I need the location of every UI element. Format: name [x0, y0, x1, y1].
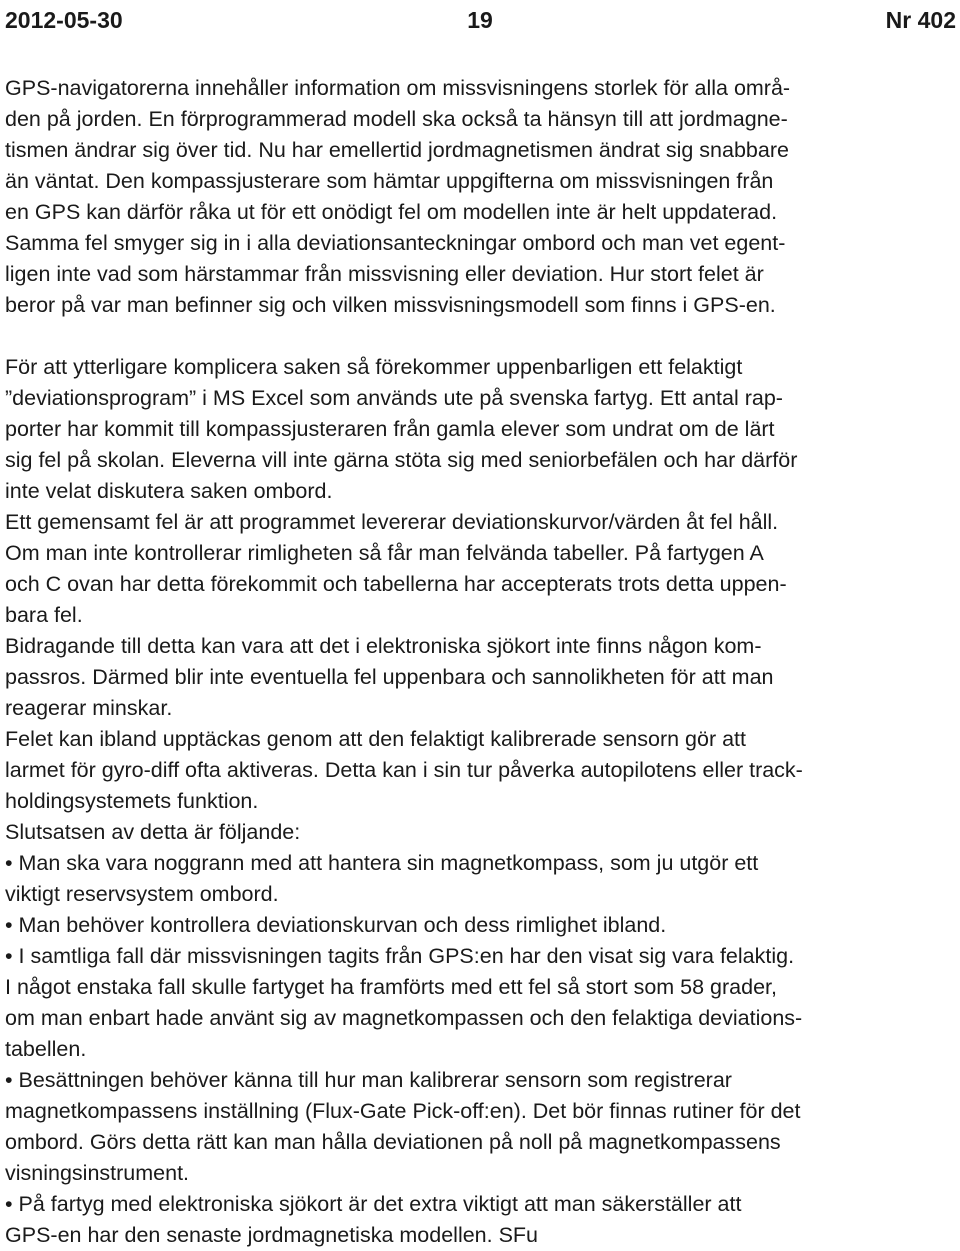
bullet-electronic-charts: • På fartyg med elektroniska sjökort är det extra viktigt att man säkerställer att GPS-en har den senaste jordmagnetiska modellen. SFu	[5, 1192, 742, 1247]
paragraph-conclusion-intro: Slutsatsen av detta är följande:	[5, 820, 301, 844]
bullet-check-deviation: • Man behöver kontrollera deviationskurvan och dess rimlighet ibland.	[5, 913, 667, 937]
paragraph-gps-navigators: GPS-navigatorerna innehåller information om missvisningens storlek för alla områ- den på jorden. En förprogrammerad modell ska också ta hänsyn till att jordmagne- tismen ändrar sig över tid. Nu har emellertid jordmagnetismen ändrat sig snabbare än väntat. Den kompassjusterare som hämtar uppgifterna om missvisningen från en GPS kan därför råka ut för ett onödigt fel om modellen inte är helt uppdaterad. Samma fel smyger sig in i alla deviationsanteckningar ombord och man vet egent- ligen inte vad som härstammar från missvisning eller deviation. Hur stort felet är beror på var man befinner sig och vilken missvisningsmodell som finns i GPS-en.	[5, 76, 791, 317]
page-header	[0, 0, 960, 40]
header-page-number: 19	[467, 7, 493, 33]
header-date: 2012-05-30	[5, 7, 123, 33]
paragraph-contributing-factor: Bidragande till detta kan vara att det i elektroniska sjökort inte finns någon kom- passros. Därmed blir inte eventuella fel uppenbara och sannolikheten för att man reagerar minskar.	[5, 634, 774, 720]
paragraph-error-detection: Felet kan ibland upptäckas genom att den felaktigt kalibrerade sensorn gör att larmet för gyro-diff ofta aktiveras. Detta kan i sin tur påverka autopilotens eller track- holdingsystemets funktion.	[5, 727, 803, 813]
bullet-gps-variation-error: • I samtliga fall där missvisningen tagits från GPS:en har den visat sig vara felaktig. I något enstaka fall skulle fartyget ha framförts med ett fel så stort som 58 grader, om man enbart hade använt sig av magnetkompassen och den felaktiga deviations- tabellen.	[5, 944, 803, 1061]
paragraph-common-error: Ett gemensamt fel är att programmet levererar deviationskurvor/värden åt fel håll. Om man inte kontrollerar rimligheten så får man felvända tabeller. På fartygen A och C ovan har detta förekommit och tabellerna har accepterats trots detta uppen- bara fel.	[5, 510, 787, 627]
paragraph-excel-program: För att ytterligare komplicera saken så förekommer uppenbarligen ett felaktigt ”deviationsprogram” i MS Excel som används ute på svenska fartyg. Ett antal rap- porter har kommit till kompassjusteraren från gamla elever som undrat om de lärt sig fel på skolan. Eleverna vill inte gärna stöta sig med seniorbefälen och har därför inte velat diskutera saken ombord.	[5, 355, 798, 503]
header-issue-number: Nr 402	[885, 7, 956, 33]
bullet-careful-handling: • Man ska vara noggrann med att hantera sin magnetkompass, som ju utgör ett viktigt reservsystem ombord.	[5, 851, 759, 906]
article-body	[5, 73, 955, 1251]
bullet-crew-calibration: • Besättningen behöver känna till hur man kalibrerar sensorn som registrerar magnetkompassens inställning (Flux-Gate Pick-off:en). Det bör finnas rutiner för det ombord. Görs detta rätt kan man hålla deviationen på noll på magnetkompassens visningsinstrument.	[5, 1068, 801, 1185]
